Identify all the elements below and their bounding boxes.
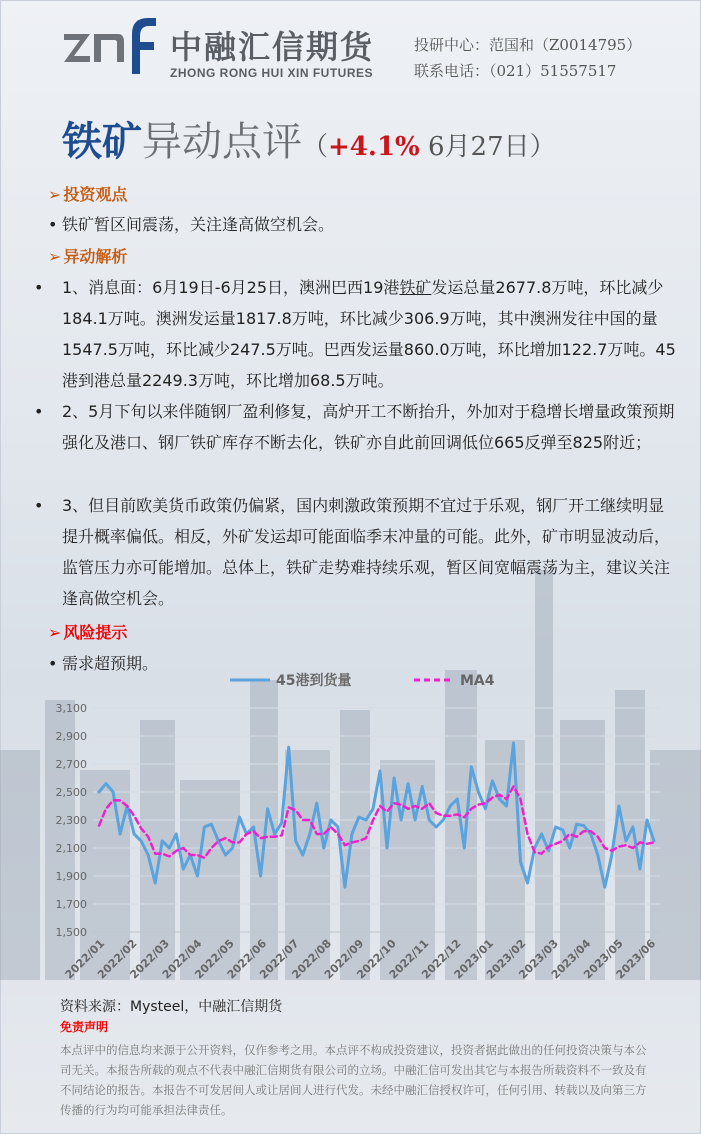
analysis-item-3: • 3、但目前欧美货币政策仍偏紧，国内刺激政策预期不宜过于乐观，钢厂开工继续明显提升概率偏低。相反，外矿发运却可能面临季末冲量的可能。此外，矿市明显波动后，监管压力亦可能增加。总体上，铁矿走势难持续乐观，暂区间宽幅震荡为主，建议关注逢高做空机会。 xyxy=(34,496,671,608)
analysis-item-2: • 2、5月下旬以来伴随钢厂盈利修复，高炉开工不断抬升，外加对于稳增长增量政策预期强化及港口、钢厂铁矿库存不断去化，铁矿亦自此前回调低位665反弹至825附近； xyxy=(34,402,675,452)
y-tick-label: 2,300 xyxy=(55,814,87,827)
section-analysis-title: ➢ 异动解析 xyxy=(48,247,128,266)
phone-contact: 联系电话：（021）51557517 xyxy=(414,62,617,80)
risk-text: • 需求超预期。 xyxy=(48,654,159,673)
title-open-paren: （ xyxy=(302,132,329,162)
section-view-title: ➢ 投资观点 xyxy=(48,185,128,204)
y-tick-label: 2,700 xyxy=(55,758,87,771)
iron-ore-link[interactable]: 铁矿 xyxy=(399,278,432,297)
title-date: 6月27日） xyxy=(419,132,556,162)
legend-label-main: 45港到货量 xyxy=(276,673,352,689)
company-name-en: ZHONG RONG HUI XIN FUTURES xyxy=(170,66,374,80)
report-title xyxy=(62,110,556,170)
x-tick-label: 2022/01 xyxy=(62,936,108,982)
title-commodity: 铁矿 xyxy=(62,118,142,165)
x-tick-label: 2023/03 xyxy=(516,936,561,982)
x-tick-label: 2022/08 xyxy=(289,936,335,982)
x-tick-label: 2022/09 xyxy=(321,936,367,982)
x-tick-label: 2022/05 xyxy=(192,936,237,982)
x-tick-label: 2022/06 xyxy=(224,936,270,982)
x-tick-label: 2022/02 xyxy=(95,936,140,982)
x-tick-label: 2023/04 xyxy=(548,936,594,982)
arrow-icon: ➢ xyxy=(48,623,62,642)
research-contact: 投研中心：范国和（Z0014795） xyxy=(414,36,642,54)
company-name-cn: 中融汇信期货 xyxy=(170,28,375,66)
x-tick-label: 2022/10 xyxy=(354,936,399,982)
x-tick-label: 2022/11 xyxy=(386,936,432,982)
report-header xyxy=(0,0,701,100)
y-tick-label: 2,500 xyxy=(55,786,87,799)
data-source: 资料来源：Mysteel，中融汇信期货 xyxy=(60,999,283,1015)
x-tick-label: 2023/06 xyxy=(613,936,659,982)
x-tick-label: 2022/04 xyxy=(159,936,205,982)
x-tick-label: 2022/07 xyxy=(257,936,302,982)
x-tick-label: 2023/05 xyxy=(581,936,626,982)
disclaimer-title: 免责声明 xyxy=(60,1020,109,1034)
y-tick-label: 2,900 xyxy=(55,730,87,743)
section-risk-title: ➢ 风险提示 xyxy=(48,623,128,642)
title-topic: 异动点评 xyxy=(142,119,302,165)
y-tick-label: 1,900 xyxy=(55,870,87,883)
y-tick-label: 1,700 xyxy=(55,898,87,911)
legend-label-ma: MA4 xyxy=(460,673,495,689)
y-tick-label: 1,500 xyxy=(55,926,87,939)
y-tick-label: 2,100 xyxy=(55,842,87,855)
arrow-icon: ➢ xyxy=(48,185,62,204)
y-tick-label: 3,100 xyxy=(55,702,87,715)
title-change: +4.1% xyxy=(328,132,420,162)
disclaimer-text: 本点评中的信息均来源于公开资料，仅作参考之用。本点评不构成投资建议，投资者据此做出的任何投资决策与本公司无关。本报告所载的观点不代表中融汇信期货有限公司的立场。中融汇信可发出其它与本报告所载资料不一致及有不同结论的报告。本报告不可发居间人或让居间人进行代发。未经中融汇信授权许可，任何引用、转载以及向第三方传播的行为均可能承担法律责任。 xyxy=(60,1043,647,1117)
arrow-icon: ➢ xyxy=(48,247,62,266)
company-logo-icon xyxy=(62,12,158,78)
view-text: • 铁矿暂区间震荡，关注逢高做空机会。 xyxy=(48,215,335,234)
port-arrivals-chart xyxy=(48,664,678,994)
analysis-item-1: • 1、消息面：6月19日-6月25日，澳洲巴西19港铁矿发运总量2677.8万吨，环比减少184.1万吨。澳洲发运量1817.8万吨，环比减少306.9万吨，其中澳洲发往中国的量1547.5万吨，环比减少247.5万吨。巴西发运量860.0万吨，环比增加122.7万吨。45港到港总量2249.3万吨，环比增加68.5万吨。 xyxy=(34,278,676,390)
x-tick-label: 2022/12 xyxy=(419,936,464,982)
x-tick-label: 2023/01 xyxy=(451,936,497,982)
x-tick-label: 2023/02 xyxy=(483,936,529,982)
x-tick-label: 2022/03 xyxy=(127,936,172,982)
